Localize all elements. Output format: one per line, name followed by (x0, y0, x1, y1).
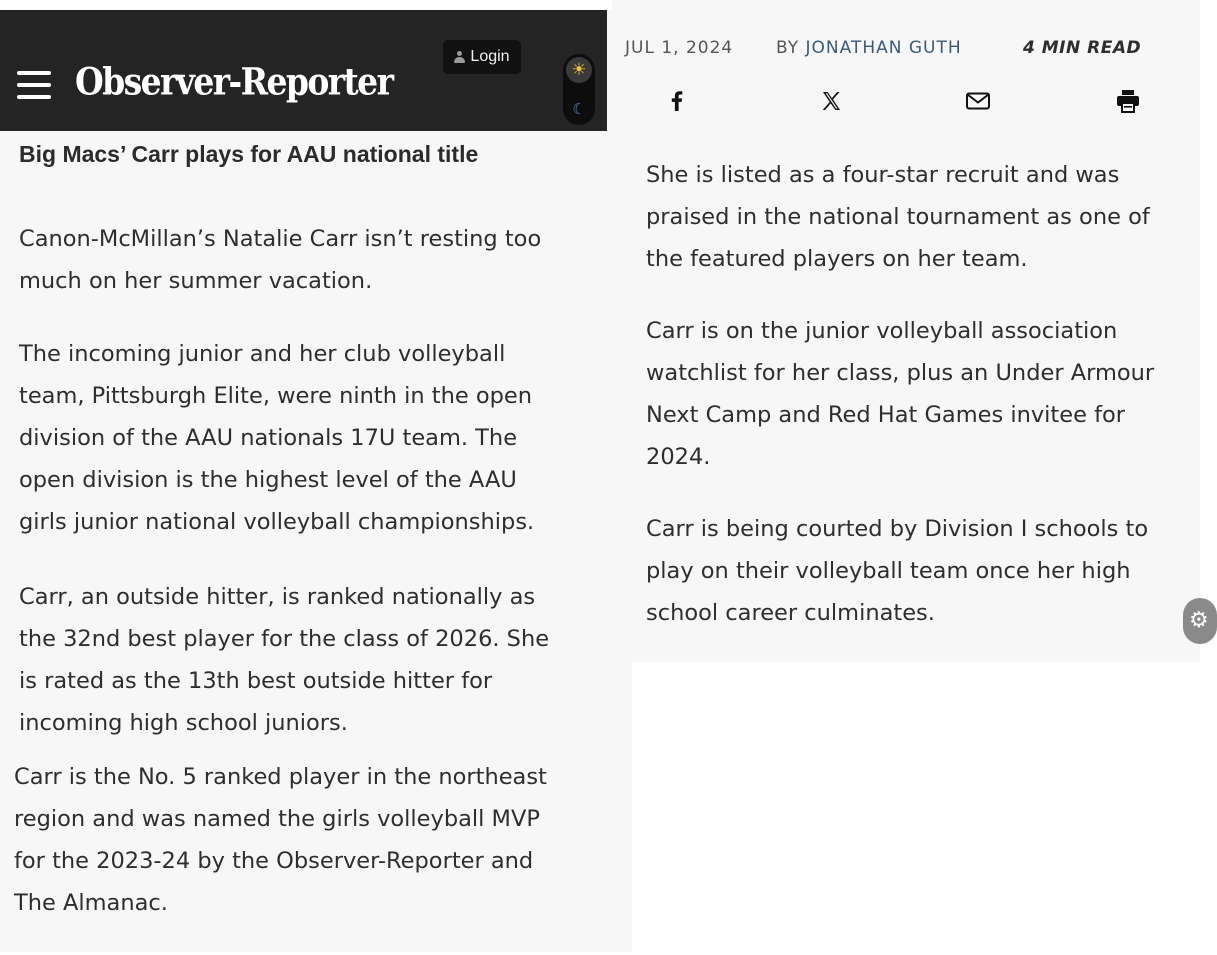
facebook-icon[interactable] (662, 86, 692, 116)
article-paragraph: She is listed as a four-star recruit and was praised in the national tournament as one of the featured players on her team. (646, 162, 1150, 272)
hamburger-icon[interactable] (17, 71, 51, 99)
email-icon[interactable] (963, 86, 993, 116)
byline (776, 38, 962, 58)
by-label: BY (776, 38, 800, 58)
login-label: Login (470, 48, 510, 65)
sun-icon[interactable]: ☀ (566, 57, 592, 83)
article-headline: Big Macs’ Carr plays for AAU national title (19, 141, 479, 167)
article-paragraph: Canon-McMillan’s Natalie Carr isn’t resting too much on her summer vacation. (19, 226, 542, 294)
author-link[interactable]: JONATHAN GUTH (805, 38, 962, 58)
article-paragraph: Carr is the No. 5 ranked player in the northeast region and was named the girls volleyball MVP for the 2023-24 by the Observer-Reporter and The Almanac. (14, 764, 547, 916)
site-header (0, 10, 607, 131)
publish-date: JUL 1, 2024 (625, 38, 734, 58)
article-paragraph: Carr, an outside hitter, is ranked nationally as the 32nd best player for the class of 2026. She is rated as the 13th best outside hitter for incoming high school juniors. (19, 584, 550, 736)
article-paragraph: The incoming junior and her club volleyball team, Pittsburgh Elite, were ninth in the open division of the AAU nationals 17U team. The open division is the highest level of the AAU girls junior national volleyball championships. (19, 341, 535, 535)
theme-toggle[interactable] (563, 54, 595, 125)
article-paragraph: Carr is on the junior volleyball association watchlist for her class, plus an Under Armour Next Camp and Red Hat Games invitee for 2024. (646, 318, 1155, 470)
user-icon (454, 51, 465, 63)
moon-icon[interactable]: ☾ (572, 100, 586, 118)
print-icon[interactable] (1113, 86, 1143, 116)
floating-side-button[interactable]: ⚙ (1183, 598, 1217, 644)
x-icon[interactable] (816, 86, 846, 116)
site-logo[interactable]: Observer-Reporter (75, 60, 393, 104)
read-time: 4 MIN READ (1023, 38, 1142, 58)
login-button[interactable] (443, 40, 521, 74)
article-paragraph: Carr is being courted by Division I schools to play on their volleyball team once her high school career culminates. (646, 516, 1149, 626)
